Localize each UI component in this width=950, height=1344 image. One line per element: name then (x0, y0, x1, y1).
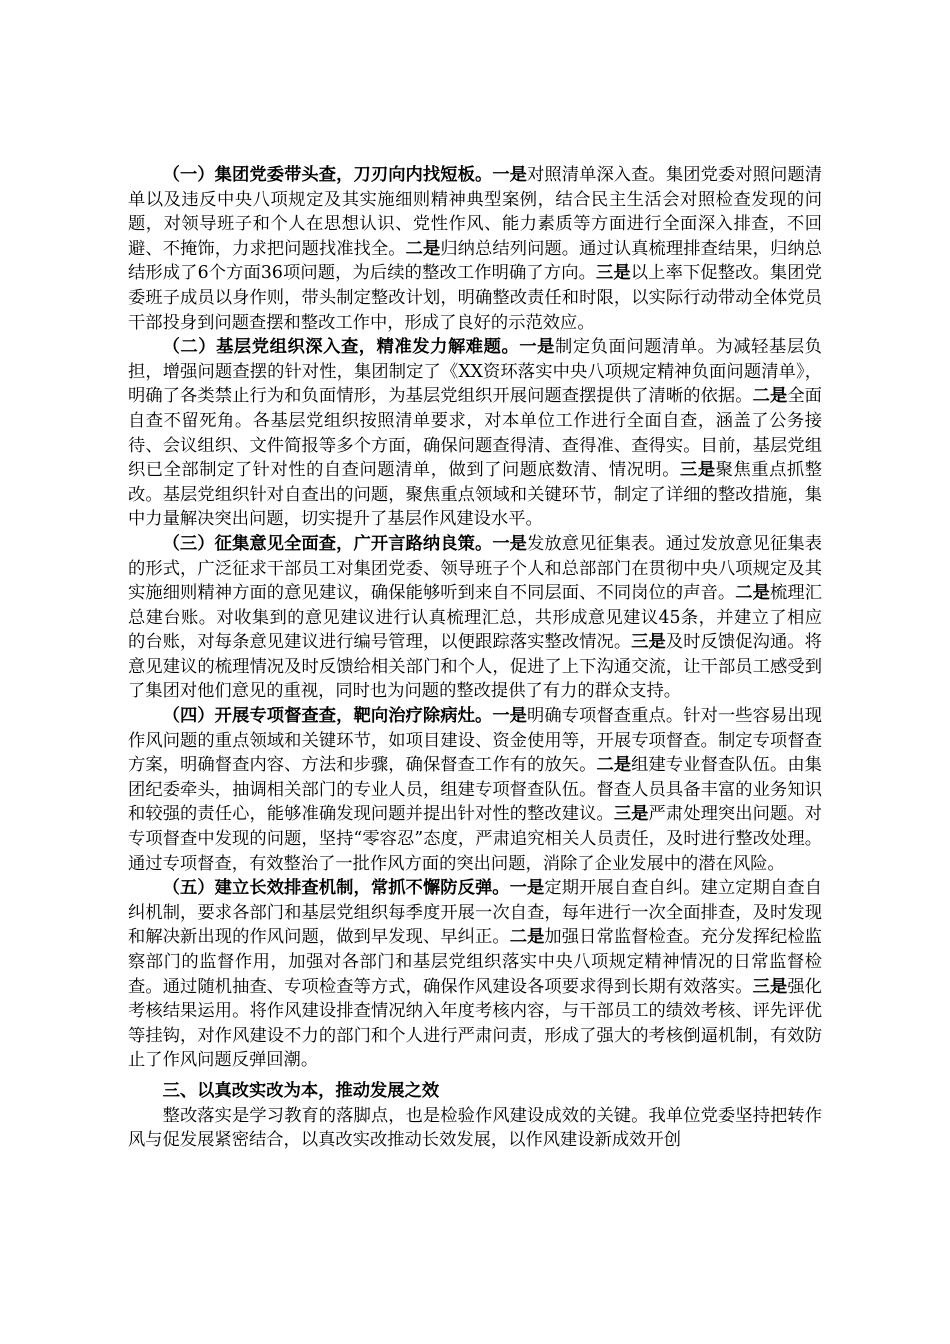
section-4-text-3: 严肃处理突出问题。对专项督查中发现的问题，坚持“零容忍”态度，严肃追究相关人员责任，及时进行整改处理。通过专项督查，有效整治了一批作风方面的突出问题，消除了企业发展中的潜在风险。 (128, 804, 822, 874)
heading-part-3: 三、以真改实改为本，推动发展之效 (162, 1080, 440, 1101)
section-4-title: （四）开展专项督查查，靶向治疗除病灶。 (162, 706, 493, 727)
section-3 (128, 532, 822, 704)
section-5-lead-1: 一是 (509, 878, 545, 899)
section-3-lead-1: 一是 (492, 533, 528, 554)
section-5-lead-2: 二是 (509, 927, 545, 948)
section-4-lead-2: 二是 (596, 755, 632, 776)
section-3-text-3: 及时反馈促沟通。将意见建议的梳理情况及时反馈给相关部门和个人，促进了上下沟通交流，让干部员工感受到了集团对他们意见的重视，同时也为问题的整改提供了有力的群众支持。 (128, 632, 822, 702)
section-4-text-2: 组建专业督查队伍。由集团纪委牵头，抽调相关部门的专业人员，组建专项督查队伍。督查人员具备丰富的业务知识和较强的责任心，能够准确发现问题并提出针对性的整改建议。 (128, 755, 822, 825)
section-3-text-1: 发放意见征集表。通过发放意见征集表的形式，广泛征求干部员工对集团党委、领导班子个人和总部部门在贯彻中央八项规定及其实施细则精神方面的意见建议，确保能够听到来自不同层面、不同岗位的声音。 (128, 533, 822, 604)
closing-paragraph: 整改落实是学习教育的落脚点，也是检验作风建设成效的关键。我单位党委坚持把转作风与促发展紧密结合，以真改实改推动长效发展，以作风建设新成效开创 (128, 1105, 822, 1151)
section-1-lead-3: 三是 (595, 263, 631, 284)
section-3-text-2: 梳理汇总建台账。对收集到的意见建议进行认真梳理汇总，共形成意见建议45条，并建立了相应的台账，对每条意见建议进行编号管理，以便跟踪落实整改情况。 (128, 583, 822, 653)
section-5-lead-3: 三是 (752, 976, 788, 997)
section-5-title: （五）建立长效排查机制，常抓不懈防反弹。 (162, 878, 510, 899)
section-2-text-3: 聚焦重点抓整改。基层党组织针对自查出的问题，聚焦重点领域和关键环节，制定了详细的整改措施，集中力量解决突出问题，切实提升了基层作风建设水平。 (128, 460, 822, 530)
section-2-text-2: 全面自查不留死角。各基层党组织按照清单要求，对本单位工作进行全面自查，涵盖了公务接待、会议组织、文件简报等多个方面，确保问题查得清、查得准、查得实。目前，基层党组织已全部制定了针对性的自查问题清单，做到了问题底数清、情况明。 (128, 386, 822, 481)
section-5-text-1: 定期开展自查自纠。建立定期自查自纠机制，要求各部门和基层党组织每季度开展一次自查，每年进行一次全面排查，及时发现和解决新出现的作风问题，做到早发现、早纠正。 (128, 878, 822, 948)
section-4-lead-1: 一是 (492, 706, 528, 727)
section-5 (128, 876, 822, 1073)
section-2-title: （二）基层党组织深入查，精准发力解难题。 (162, 337, 520, 358)
section-4 (128, 704, 822, 876)
section-2-lead-2: 二是 (752, 386, 788, 407)
section-2-lead-3: 三是 (680, 460, 716, 481)
section-1-text-1: 对照清单深入查。集团党委对照问题清单以及违反中央八项规定及其实施细则精神典型案例，结合民主生活会对照检查发现的问题，对领导班子和个人在思想认识、党性作风、能力素质等方面进行全面深入排查，不回避、不掩饰，力求把问题找准找全。 (128, 165, 822, 259)
section-3-lead-2: 二是 (735, 583, 770, 604)
section-4-text-1: 明确专项督查重点。针对一些容易出现作风问题的重点领域和关键环节，如项目建设、资金使用等，开展专项督查。制定专项督查方案，明确督查内容、方法和步骤，确保督查工作有的放矢。 (128, 706, 822, 776)
section-1-lead-1: 一是 (492, 165, 528, 185)
section-1-text-3: 以上率下促整改。集团党委班子成员以身作则，带头制定整改计划，明确整改责任和时限，以实际行动带动全体党员干部投身到问题查摆和整改工作中，形成了良好的示范效应。 (128, 263, 822, 333)
section-3-lead-3: 三是 (631, 632, 666, 653)
section-2-text-1: 制定负面问题清单。为减轻基层负担，增强问题查摆的针对性，集团制定了《XX资环落实中央八项规定精神负面问题清单》，明确了各类禁止行为和负面情形，为基层党组织开展问题查摆提供了清晰的依据。 (128, 337, 822, 407)
section-1-title: （一）集团党委带头查，刀刃向内找短板。 (162, 165, 493, 185)
section-4-lead-3: 三是 (613, 804, 649, 825)
document-body (128, 163, 822, 1153)
section-2 (128, 335, 822, 532)
section-2-lead-1: 一是 (519, 337, 555, 358)
section-5-text-3: 强化考核结果运用。将作风建设排查情况纳入年度考核内容，与干部员工的绩效考核、评先评优等挂钩，对作风建设不力的部门和个人进行严肃问责，形成了强大的考核倒逼机制，有效防止了作风问题反弹回潮。 (128, 976, 822, 1071)
section-5-text-2: 加强日常监督检查。充分发挥纪检监察部门的监督作用，加强对各部门和基层党组织落实中央八项规定精神情况的日常监督检查。通过随机抽查、专项检查等方式，确保作风建设各项要求得到长期有效落实。 (128, 927, 822, 997)
section-1-text-2: 归纳总结列问题。通过认真梳理排查结果，归纳总结形成了6个方面36项问题，为后续的整改工作明确了方向。 (128, 238, 822, 284)
section-3-title: （三）征集意见全面查，广开言路纳良策。 (162, 533, 493, 554)
section-1-lead-2: 二是 (405, 238, 441, 259)
section-1 (128, 163, 822, 335)
